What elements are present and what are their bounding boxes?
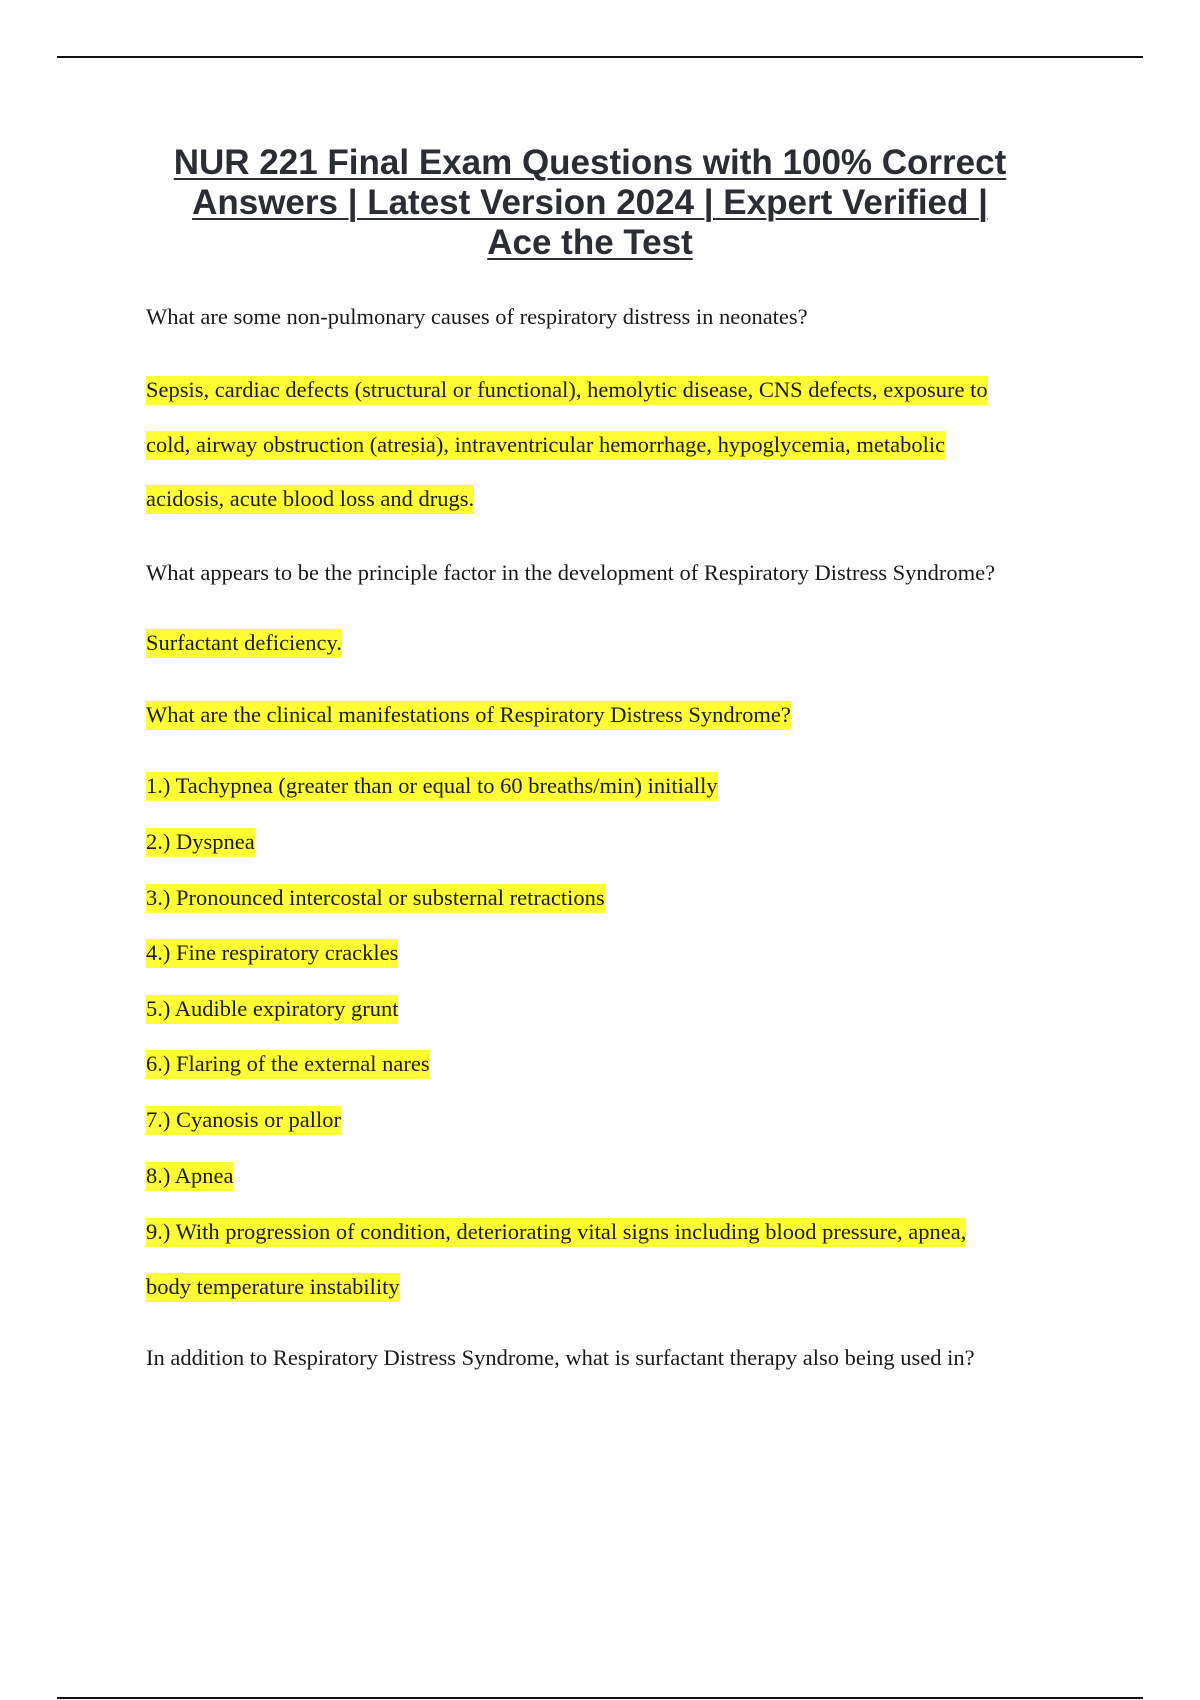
list-item [146,1105,341,1135]
list-item [146,1049,430,1079]
list-item [146,1217,966,1247]
question-1-text: What are some non-pulmonary causes of respiratory distress in neonates? [146,304,808,329]
answer-3-item-6: 6.) Flaring of the external nares [146,1050,430,1079]
answer-1-line-3 [146,484,474,514]
answer-3-item-9: 9.) With progression of condition, deteriorating vital signs including blood pressure, apnea, [146,1218,966,1247]
list-item [146,938,398,968]
question-2-text: What appears to be the principle factor in the development of Respiratory Distress Syndrome? [146,560,996,585]
answer-3-item-8: 8.) Apnea [146,1162,233,1191]
answer-3-item-2: 2.) Dyspnea [146,828,255,857]
answer-1-text-2: cold, airway obstruction (atresia), intraventricular hemorrhage, hypoglycemia, metabolic [146,431,945,460]
answer-1-text-3: acidosis, acute blood loss and drugs. [146,485,474,514]
question-4 [146,1343,975,1373]
footer-rule [57,1697,1143,1699]
list-item [146,771,718,801]
answer-3-item-9-cont: body temperature instability [146,1273,400,1302]
question-4-text: In addition to Respiratory Distress Syndrome, what is surfactant therapy also being used in? [146,1345,975,1370]
question-3-text: What are the clinical manifestations of Respiratory Distress Syndrome? [146,701,791,730]
list-item [146,994,398,1024]
title-line-1: NUR 221 Final Exam Questions with 100% Correct [173,143,1007,182]
answer-1-line-2 [146,430,945,460]
question-3 [146,700,791,730]
answer-3-item-1: 1.) Tachypnea (greater than or equal to 60 breaths/min) initially [146,772,718,801]
answer-2-text: Surfactant deficiency. [146,629,342,658]
answer-2 [146,628,342,658]
question-2 [146,558,995,588]
list-item [146,827,255,857]
answer-3-item-7: 7.) Cyanosis or pallor [146,1106,341,1135]
list-item [146,1161,233,1191]
answer-3-item-4: 4.) Fine respiratory crackles [146,939,398,968]
title-line-3: Ace the Test [487,223,693,262]
header-rule [57,56,1143,58]
answer-1-text-1: Sepsis, cardiac defects (structural or functional), hemolytic disease, CNS defects, exposure to [146,376,988,405]
title-line-2: Answers | Latest Version 2024 | Expert Verified | [192,183,988,222]
list-item [146,1272,400,1302]
answer-1-line-1 [146,375,988,405]
answer-3-item-3: 3.) Pronounced intercostal or substernal retractions [146,884,605,913]
list-item [146,883,605,913]
document-title [120,143,1060,263]
question-1 [146,302,808,332]
answer-3-item-5: 5.) Audible expiratory grunt [146,995,398,1024]
